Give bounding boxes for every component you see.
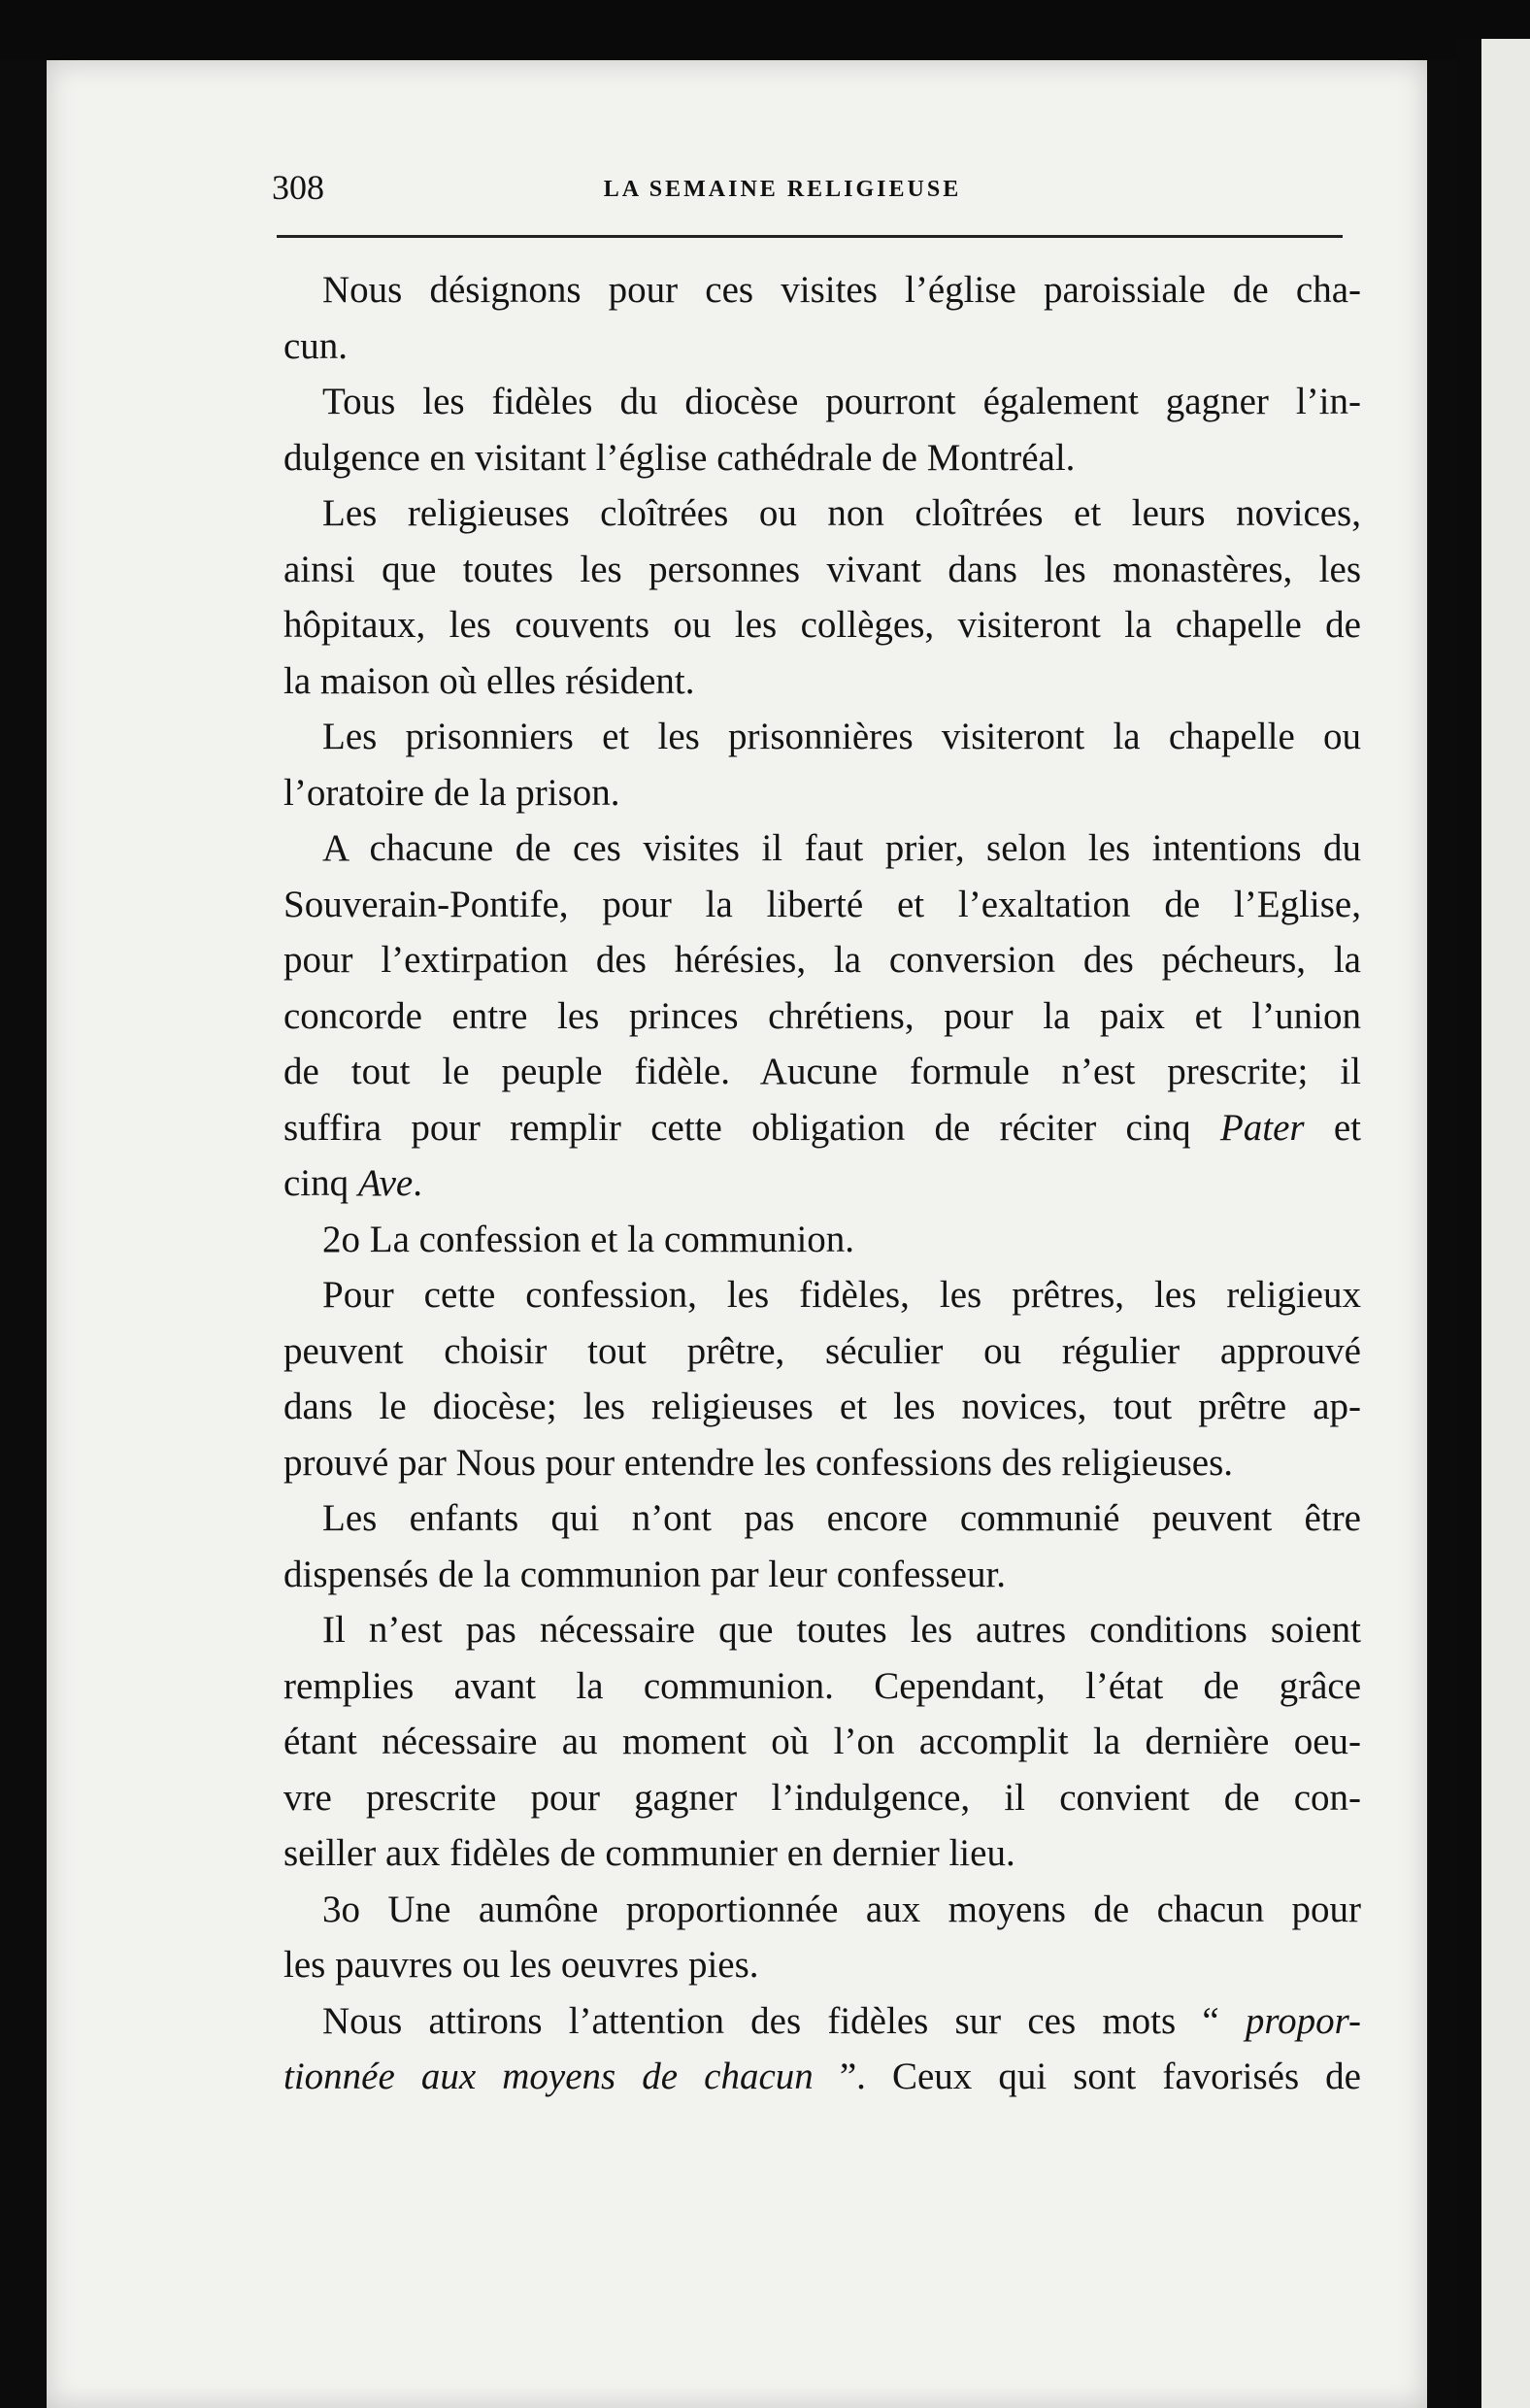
text-run: et — [1304, 1106, 1361, 1149]
text-line: pour l’extirpation des hérésies, la conversion des pécheurs, la — [283, 939, 1361, 981]
scan-border-top — [0, 0, 1530, 60]
text-line: Il n’est pas nécessaire que toutes les autres conditions soient — [322, 1609, 1361, 1651]
text-line: prouvé par Nous pour entendre les confessions des religieuses. — [283, 1441, 1233, 1484]
text-run: cinq — [283, 1162, 358, 1204]
text-run: ”. Ceux qui sont favorisés de — [813, 2056, 1361, 2097]
text-line: 2o La confession et la communion. — [322, 1218, 855, 1260]
header-rule — [277, 235, 1343, 238]
text-line — [283, 1155, 1361, 1212]
text-line: cun. — [283, 324, 349, 367]
text-line: Souverain-Pontife, pour la liberté et l’exaltation de l’Eglise, — [283, 883, 1361, 925]
text-line: étant nécessaire au moment où l’on accomplit la dernière oeu- — [283, 1721, 1361, 1762]
text-line: la maison où elles résident. — [283, 659, 695, 702]
text-line: vre prescrite pour gagner l’indulgence, il convient de con- — [283, 1776, 1361, 1819]
text-line: dispensés de la communion par leur confesseur. — [283, 1553, 1007, 1595]
text-line: Nous désignons pour ces visites l’église paroissiale de cha- — [322, 269, 1361, 311]
text-run: suffira pour remplir cette obligation de réciter cinq — [283, 1106, 1220, 1149]
text-line: concorde entre les princes chrétiens, pour la paix et l’union — [283, 994, 1361, 1037]
page-number: 308 — [272, 168, 324, 207]
text-line: Les enfants qui n’ont pas encore communié peuvent être — [322, 1497, 1361, 1539]
text-run: Nous attirons l’attention des fidèles sur ces mots “ — [322, 1999, 1246, 2042]
text-line: A chacune de ces visites il faut prier, selon les intentions du — [322, 827, 1361, 869]
text-line — [283, 1100, 1361, 1156]
text-line: l’oratoire de la prison. — [283, 771, 620, 814]
italic-run: Ave — [357, 1162, 414, 1204]
italic-run: tionnée aux moyens de chacun — [283, 2056, 814, 2097]
running-head: LA SEMAINE RELIGIEUSE — [603, 177, 962, 202]
text-line: les pauvres ou les oeuvres pies. — [283, 1944, 759, 1986]
italic-run: propor- — [1245, 1999, 1361, 2042]
adjacent-page-edge — [1456, 39, 1530, 2408]
text-line — [283, 2049, 1361, 2105]
text-line: Pour cette confession, les fidèles, les prêtres, les religieux — [322, 1274, 1361, 1316]
italic-run: Pater — [1219, 1106, 1305, 1149]
text-line — [283, 1993, 1361, 2050]
text-line: Tous les fidèles du diocèse pourront également gagner l’in- — [322, 381, 1361, 422]
text-line: Les prisonniers et les prisonnières visiteront la chapelle ou — [322, 716, 1361, 757]
text-line: dans le diocèse; les religieuses et les novices, tout prêtre ap- — [283, 1386, 1361, 1427]
body-text — [283, 262, 1361, 2105]
text-run: . — [413, 1162, 422, 1204]
text-line: Les religieuses cloîtrées ou non cloîtrées et leurs novices, — [322, 492, 1361, 534]
text-line: de tout le peuple fidèle. Aucune formule n’est prescrite; il — [283, 1051, 1361, 1092]
text-line: seiller aux fidèles de communier en dernier lieu. — [283, 1832, 1015, 1874]
text-line: peuvent choisir tout prêtre, séculier ou régulier approuvé — [283, 1329, 1361, 1372]
text-line: hôpitaux, les couvents ou les collèges, visiteront la chapelle de — [283, 604, 1361, 646]
text-line: dulgence en visitant l’église cathédrale de Montréal. — [283, 436, 1076, 479]
text-line: remplies avant la communion. Cependant, l’état de grâce — [283, 1664, 1361, 1707]
text-line: ainsi que toutes les personnes vivant dans les monastères, les — [283, 548, 1361, 590]
page-header — [223, 167, 1342, 225]
text-line: 3o Une aumône proportionnée aux moyens de chacun pour — [322, 1888, 1361, 1930]
